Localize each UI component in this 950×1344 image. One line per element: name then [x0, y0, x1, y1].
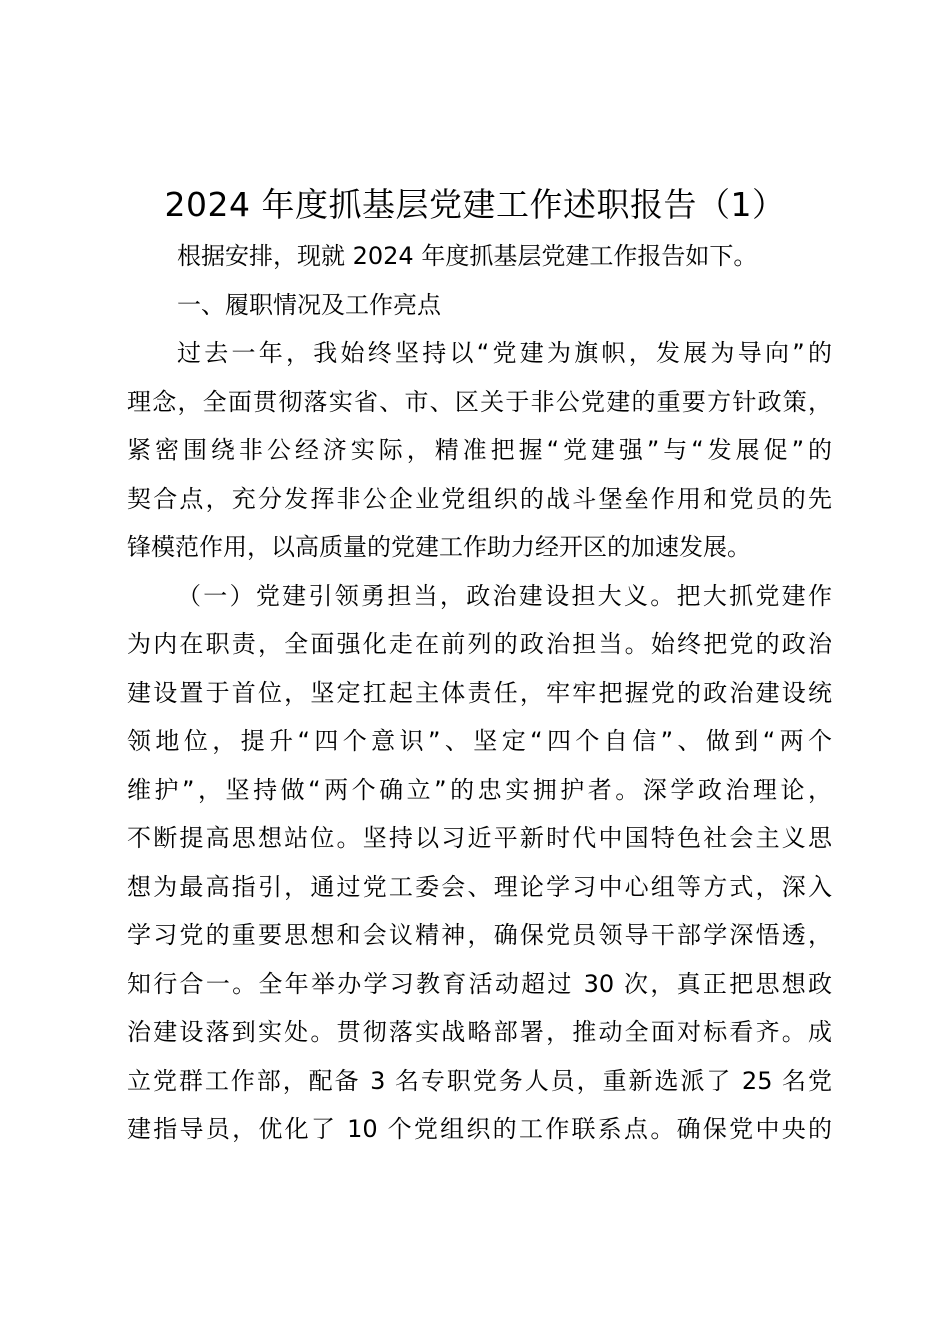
paragraph-line: 学习党的重要思想和会议精神，确保党员领导干部学深悟透， [127, 921, 832, 949]
paragraph-line: 理念，全面贯彻落实省、市、区关于非公党建的重要方针政策， [127, 387, 832, 416]
document-body [127, 232, 832, 1154]
paragraph-line: 想为最高指引，通过党工委会、理论学习中心组等方式，深入 [127, 872, 832, 901]
paragraph-line: 紧密围绕非公经济实际，精准把握“党建强”与“发展促”的 [127, 436, 832, 464]
paragraph-line: 过去一年，我始终坚持以“党建为旗帜，发展为导向”的 [177, 339, 832, 367]
paragraph-line: 为内在职责，全面强化走在前列的政治担当。始终把党的政治 [127, 630, 832, 658]
paragraph-line: 立党群工作部，配备 3 名专职党务人员，重新选派了 25 名党 [127, 1066, 832, 1095]
paragraph-line: 锋模范作用，以高质量的党建工作助力经开区的加速发展。 [127, 533, 751, 561]
paragraph-line: 不断提高思想站位。坚持以习近平新时代中国特色社会主义思 [127, 824, 832, 852]
paragraph-line: 建指导员，优化了 10 个党组织的工作联系点。确保党中央的 [127, 1115, 832, 1143]
paragraph-line: （一）党建引领勇担当，政治建设担大义。把大抓党建作 [177, 581, 832, 610]
paragraph-line: 维护”，坚持做“两个确立”的忠实拥护者。深学政治理论， [127, 775, 832, 804]
paragraph-line: 建设置于首位，坚定扛起主体责任，牢牢把握党的政治建设统 [127, 678, 832, 707]
paragraph-line: 根据安排，现就 2024 年度抓基层党建工作报告如下。 [177, 242, 758, 270]
paragraph-line: 治建设落到实处。贯彻落实战略部署，推动全面对标看齐。成 [127, 1018, 832, 1046]
document-title: 2024 年度抓基层党建工作述职报告（1） [164, 185, 786, 224]
paragraph-line: 契合点，充分发挥非公企业党组织的战斗堡垒作用和党员的先 [127, 484, 832, 513]
paragraph-line: 领地位，提升“四个意识”、坚定“四个自信”、做到“两个 [127, 727, 832, 755]
paragraph-line: 知行合一。全年举办学习教育活动超过 30 次，真正把思想政 [127, 969, 832, 998]
paragraph-line: 一、履职情况及工作亮点 [177, 290, 441, 319]
